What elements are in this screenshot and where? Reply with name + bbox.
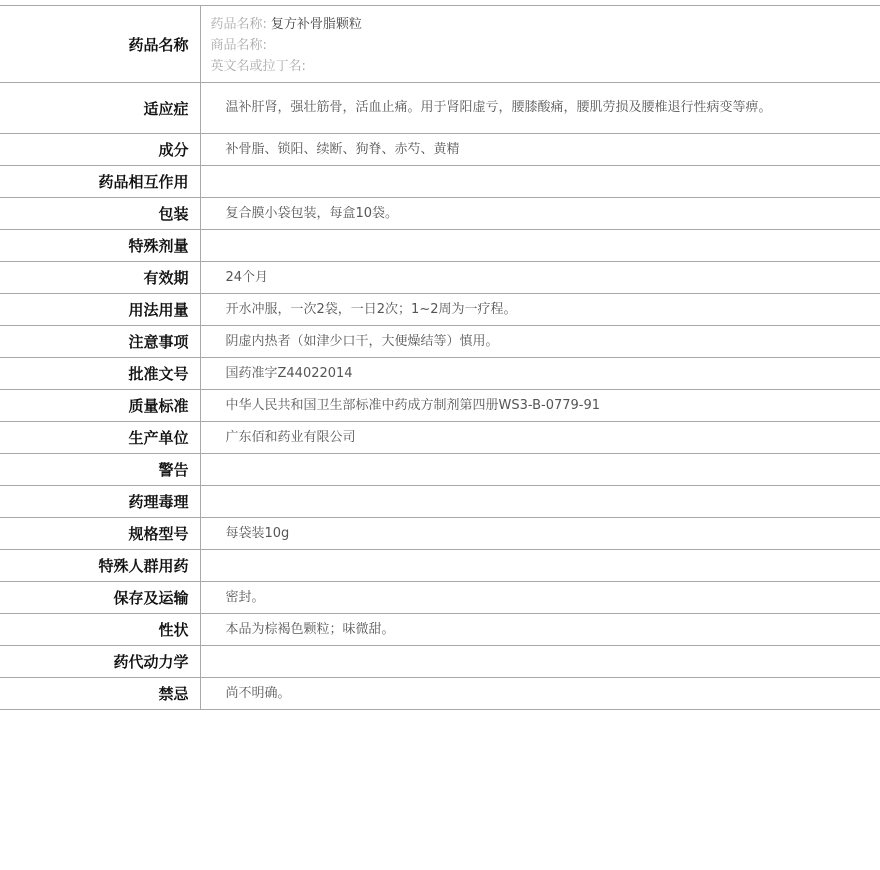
row-indications xyxy=(0,83,880,134)
row-value: 24个月 xyxy=(225,269,269,285)
row-label: 有效期 xyxy=(0,262,200,294)
row-value: 阴虚内热者（如津少口干，大便燥结等）慎用。 xyxy=(225,333,499,349)
row-shelf-life xyxy=(0,262,880,294)
trade-name-label: 商品名称: xyxy=(210,38,267,53)
row-value: 开水冲服，一次2袋，一日2次；1~2周为一疗程。 xyxy=(225,301,517,317)
row-label: 注意事项 xyxy=(0,326,200,358)
english-name-line xyxy=(211,56,871,77)
row-label: 特殊人群用药 xyxy=(0,550,200,582)
row-label: 禁忌 xyxy=(0,678,200,710)
drug-name-cell xyxy=(200,6,880,83)
drug-info-container xyxy=(0,5,880,710)
row-value: 补骨脂、锁阳、续断、狗脊、赤芍、黄精 xyxy=(225,141,460,157)
row-manufacturer xyxy=(0,422,880,454)
row-label: 成分 xyxy=(0,134,200,166)
row-label: 适应症 xyxy=(0,83,200,134)
row-value: 广东佰和药业有限公司 xyxy=(225,429,356,445)
row-special-populations xyxy=(0,550,880,582)
row-pharmacokinetics xyxy=(0,646,880,678)
row-value: 中华人民共和国卫生部标准中药成方制剂第四册WS3-B-0779-91 xyxy=(225,397,601,413)
row-label: 保存及运输 xyxy=(0,582,200,614)
generic-name-line xyxy=(211,14,871,35)
row-label: 药理毒理 xyxy=(0,486,200,518)
drug-info-table xyxy=(0,5,880,710)
row-label: 质量标准 xyxy=(0,390,200,422)
row-label: 包装 xyxy=(0,198,200,230)
trade-name-line xyxy=(211,35,871,56)
row-value: 密封。 xyxy=(225,589,265,605)
row-value: 国药准字Z44022014 xyxy=(225,365,353,381)
row-precautions xyxy=(0,326,880,358)
row-storage-transport xyxy=(0,582,880,614)
row-usage-dosage xyxy=(0,294,880,326)
row-value: 本品为棕褐色颗粒；味微甜。 xyxy=(225,621,395,637)
row-drug-name xyxy=(0,6,880,83)
row-label: 批准文号 xyxy=(0,358,200,390)
row-description xyxy=(0,614,880,646)
row-pharmacology-toxicology xyxy=(0,486,880,518)
row-value xyxy=(200,166,880,198)
row-packaging xyxy=(0,198,880,230)
row-label: 特殊剂量 xyxy=(0,230,200,262)
row-ingredients xyxy=(0,134,880,166)
row-contraindications xyxy=(0,678,880,710)
row-value: 复合膜小袋包装，每盒10袋。 xyxy=(225,205,399,221)
row-label: 规格型号 xyxy=(0,518,200,550)
row-value xyxy=(200,230,880,262)
row-value xyxy=(200,454,880,486)
row-label: 生产单位 xyxy=(0,422,200,454)
row-label: 警告 xyxy=(0,454,200,486)
row-value xyxy=(200,646,880,678)
row-specification xyxy=(0,518,880,550)
english-name-label: 英文名或拉丁名: xyxy=(210,59,306,74)
row-label: 药代动力学 xyxy=(0,646,200,678)
row-warning xyxy=(0,454,880,486)
row-special-dosage xyxy=(0,230,880,262)
row-value xyxy=(200,486,880,518)
row-value: 每袋装10g xyxy=(225,525,290,541)
row-label: 药品名称 xyxy=(0,6,200,83)
row-label: 药品相互作用 xyxy=(0,166,200,198)
row-quality-standard xyxy=(0,390,880,422)
row-value: 温补肝肾，强壮筋骨，活血止痛。用于肾阳虚亏，腰膝酸痛，腰肌劳损及腰椎退行性病变等痹。 xyxy=(225,100,772,115)
generic-name-label: 药品名称: xyxy=(210,17,267,32)
row-drug-interactions xyxy=(0,166,880,198)
row-approval-number xyxy=(0,358,880,390)
generic-name-value: 复方补骨脂颗粒 xyxy=(270,17,362,32)
row-label: 性状 xyxy=(0,614,200,646)
row-label: 用法用量 xyxy=(0,294,200,326)
row-value: 尚不明确。 xyxy=(225,685,291,701)
row-value xyxy=(200,550,880,582)
